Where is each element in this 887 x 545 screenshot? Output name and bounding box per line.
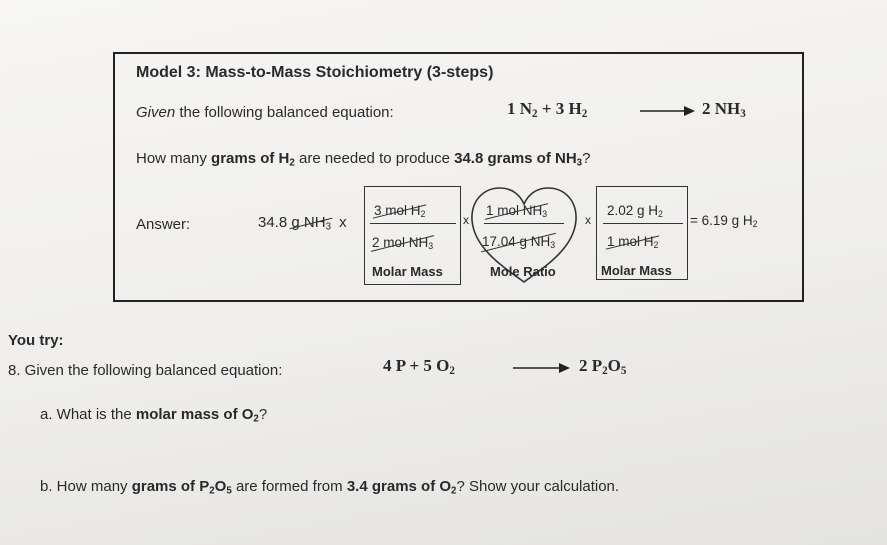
start-number: 34.8 (258, 214, 292, 231)
qb-sub: 2 (209, 485, 215, 497)
qb-text: ? Show your calculation. (456, 478, 620, 495)
q8-reactants: 4 P + 5 O (383, 356, 450, 375)
model-equation-product (702, 99, 746, 119)
qb-bold-text: grams of P (131, 478, 210, 495)
q8-product-o: O (607, 356, 621, 375)
reaction-arrow-icon (513, 361, 571, 375)
factor-2-top-text: 1 mol NH (486, 203, 543, 218)
factor-1-bottom (372, 235, 433, 250)
qa-bold-text: molar mass of O (135, 406, 254, 423)
q8-sub: 5 (620, 364, 627, 377)
eq-sub: 3 (740, 107, 746, 120)
q-sub: 2 (289, 157, 295, 169)
eq-product: 2 NH (702, 99, 741, 118)
qa-sub: 2 (253, 413, 259, 425)
qa-bold (136, 406, 259, 423)
answer-label: Answer: (136, 216, 191, 233)
qa-text: a. What is the (40, 406, 136, 423)
qb-bold-2 (347, 478, 457, 495)
q8-equation-lhs (383, 356, 455, 376)
q-bold-2 (454, 150, 582, 167)
start-unit-text: g NH (291, 214, 326, 231)
times-sign: x (339, 214, 347, 231)
qb-sub: 5 (226, 485, 232, 497)
qb-text: b. How many (40, 478, 132, 495)
q-text: How many (136, 150, 212, 167)
factor-2-top (486, 203, 547, 218)
factor-2-top-sub: 3 (542, 209, 548, 220)
factor-3-bottom (607, 234, 658, 249)
factor-1-fraction-bar (370, 223, 456, 224)
qb-bold-text: O (214, 478, 227, 495)
model-title: Model 3: Mass-to-Mass Stoichiometry (3-steps) (136, 64, 494, 81)
model-equation (507, 99, 587, 119)
qb-text: are formed from (231, 478, 347, 495)
model-question (136, 150, 590, 167)
factor-3-top-text: 2.02 g H (607, 203, 659, 218)
answer-start (258, 214, 347, 231)
factor-2-bottom (482, 234, 555, 249)
start-unit-sub: 3 (325, 221, 331, 233)
q8-product-p: 2 P (579, 356, 603, 375)
factor-3-fraction-bar (603, 223, 683, 224)
given-word: Given (136, 104, 176, 121)
q8-sub: 2 (449, 364, 455, 377)
qb-bold-1 (132, 478, 232, 495)
you-try-heading: You try: (8, 332, 64, 349)
factor-3-bottom-sub: 2 (653, 240, 659, 251)
q8-equation-rhs (579, 356, 626, 376)
factor-3-top (607, 203, 663, 218)
qb-sub: 2 (451, 485, 457, 497)
q-bold-text: 34.8 grams of NH (454, 150, 577, 167)
qa-text: ? (258, 406, 268, 423)
eq-reactant-2: + 3 H (537, 99, 582, 118)
question-8b (40, 478, 619, 495)
factor-2-bottom-text: 17.04 g NH (482, 234, 551, 249)
factor-1-caption: Molar Mass (372, 264, 443, 279)
reaction-arrow-icon (640, 104, 696, 118)
result-text: = 6.19 g H (690, 213, 753, 228)
given-rest: the following balanced equation: (175, 104, 394, 121)
factor-3-caption: Molar Mass (601, 263, 672, 278)
factor-1-top (374, 203, 425, 218)
question-8a (40, 406, 267, 423)
factor-3-bottom-text: 1 mol H (607, 234, 654, 249)
q-text: ? (582, 150, 591, 167)
factor-2-bottom-sub: 3 (550, 240, 556, 251)
factor-3-top-sub: 2 (658, 209, 663, 220)
start-unit (291, 214, 331, 231)
question-8: 8. Given the following balanced equation: (8, 362, 283, 379)
qb-bold-text: 3.4 grams of O (346, 478, 452, 495)
factor-2-caption: Mole Ratio (490, 264, 556, 279)
q8-sub: 2 (602, 364, 608, 377)
factor-2-fraction-bar (484, 223, 564, 224)
times-sign: x (585, 213, 591, 227)
times-sign: x (463, 213, 469, 227)
eq-sub: 2 (532, 107, 538, 120)
eq-reactant-1: 1 N (507, 99, 533, 118)
factor-1-bottom-sub: 3 (428, 241, 434, 252)
result-sub: 2 (752, 219, 758, 230)
factor-1-top-text: 3 mol H (374, 203, 421, 218)
q-bold-text: grams of H (211, 150, 290, 167)
q-sub: 3 (576, 157, 583, 169)
given-line (136, 104, 394, 121)
factor-1-bottom-text: 2 mol NH (372, 235, 429, 250)
factor-1-top-sub: 2 (420, 209, 426, 220)
eq-sub: 2 (581, 107, 588, 120)
answer-result (690, 213, 758, 228)
q-bold-1 (211, 150, 295, 167)
q-text: are needed to produce (294, 150, 455, 167)
